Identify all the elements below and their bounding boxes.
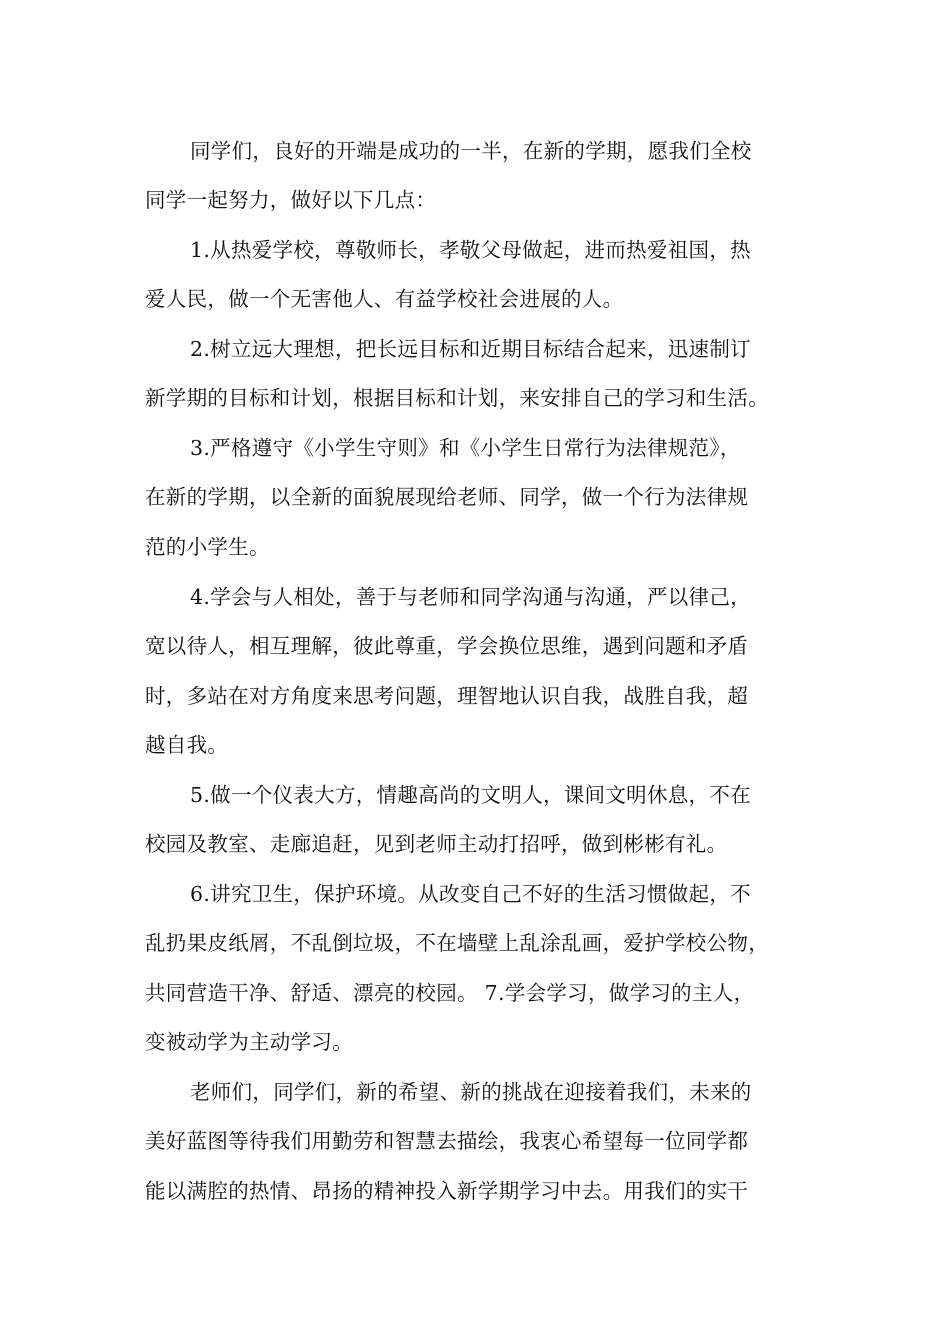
- item-2-line-2: 新学期的目标和计划，根据目标和计划，来安排自己的学习和生活。: [145, 386, 769, 410]
- paragraph-intro-line-2: 同学一起努力，做好以下几点：: [145, 188, 437, 212]
- item-5-line-2: 校园及教室、走廊追赶，见到老师主动打招呼，做到彬彬有礼。: [145, 832, 728, 856]
- item-4-line-2: 宽以待人，相互理解，彼此尊重，学会换位思维，遇到问题和矛盾: [145, 634, 749, 658]
- item-6-line-2: 乱扔果皮纸屑，不乱倒垃圾，不在墙壁上乱涂乱画，爱护学校公物，: [145, 931, 769, 955]
- item-1-line-2: 爱人民，做一个无害他人、有益学校社会进展的人。: [145, 287, 624, 311]
- item-3-line-3: 范的小学生。: [145, 535, 270, 559]
- paragraph-closing-line-3: 能以满腔的热情、昂扬的精神投入新学期学习中去。用我们的实干: [145, 1179, 749, 1203]
- item-1-line-1: 1.从热爱学校，尊敬师长，孝敬父母做起，进而热爱祖国，热: [190, 238, 751, 262]
- item-4-line-4: 越自我。: [145, 733, 229, 757]
- item-6-line-1: 6.讲究卫生，保护环境。从改变自己不好的生活习惯做起，不: [190, 882, 751, 906]
- item-6-line-3: 共同营造干净、舒适、漂亮的校园。 7.学会学习，做学习的主人，: [145, 981, 755, 1005]
- item-2-line-1: 2.树立远大理想，把长远目标和近期目标结合起来，迅速制订: [190, 337, 751, 361]
- item-3-line-2: 在新的学期，以全新的面貌展现给老师、同学，做一个行为法律规: [145, 485, 749, 509]
- item-3-line-1: 3.严格遵守《小学生守则》和《小学生日常行为法律规范》，: [190, 436, 741, 460]
- item-4-line-1: 4.学会与人相处，善于与老师和同学沟通与沟通，严以律己，: [190, 585, 751, 609]
- item-4-line-3: 时，多站在对方角度来思考问题，理智地认识自我，战胜自我，超: [145, 684, 749, 708]
- item-5-line-1: 5.做一个仪表大方，情趣高尚的文明人，课间文明休息，不在: [190, 783, 751, 807]
- item-7-line-1: 变被动学为主动学习。: [145, 1030, 353, 1054]
- paragraph-closing-line-2: 美好蓝图等待我们用勤劳和智慧去描绘，我衷心希望每一位同学都: [145, 1129, 749, 1153]
- paragraph-intro-line-1: 同学们，良好的开端是成功的一半，在新的学期，愿我们全校: [190, 139, 752, 163]
- paragraph-closing-line-1: 老师们，同学们，新的希望、新的挑战在迎接着我们，未来的: [190, 1080, 752, 1104]
